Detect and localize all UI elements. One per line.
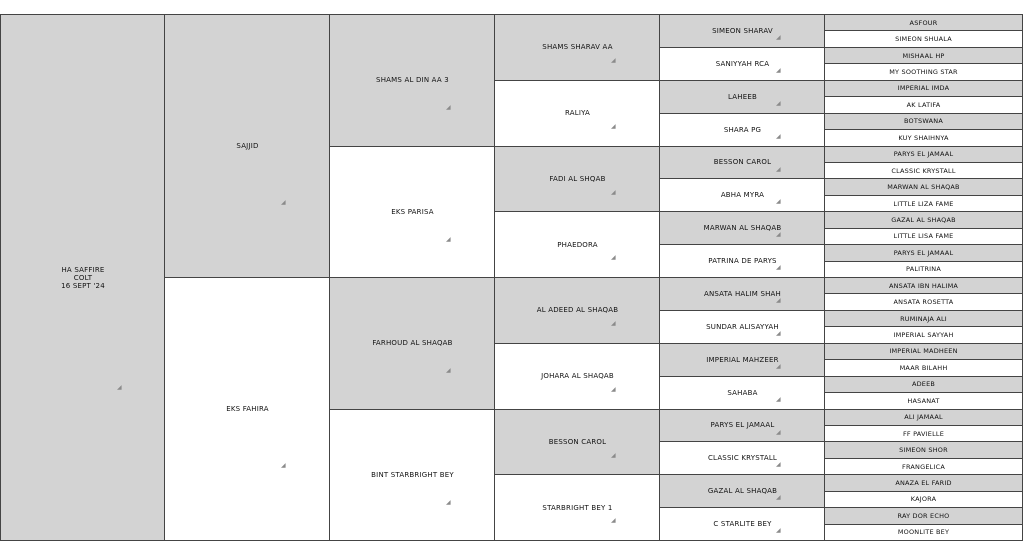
pedigree-cell[interactable]	[494, 474, 661, 541]
resize-corner-icon: ◢	[776, 527, 781, 535]
resize-corner-icon: ◢	[776, 297, 781, 304]
resize-corner-icon: ◢	[446, 235, 451, 243]
horse-name: MISHAAL HP	[902, 51, 945, 60]
pedigree-cell[interactable]	[824, 441, 1023, 458]
pedigree-cell[interactable]	[824, 129, 1023, 146]
horse-name: SAJJID	[236, 142, 259, 150]
subject-sex: COLT	[73, 273, 93, 282]
resize-corner-icon: ◢	[611, 451, 616, 459]
pedigree-cell[interactable]	[494, 14, 661, 81]
horse-name: FARHOUD AL SHAQAB	[372, 339, 453, 348]
horse-name: STARBRIGHT BEY 1	[542, 503, 613, 512]
pedigree-cell[interactable]	[824, 343, 1023, 360]
horse-name: FRANGELICA	[902, 462, 945, 471]
resize-corner-icon: ◢	[776, 329, 781, 337]
pedigree-cell[interactable]	[659, 441, 826, 475]
resize-corner-icon: ◢	[611, 57, 616, 64]
pedigree-cell[interactable]	[824, 293, 1023, 310]
horse-name: ASFOUR	[909, 18, 938, 27]
horse-name: AL ADEED AL SHAQAB	[536, 306, 619, 315]
resize-corner-icon: ◢	[117, 384, 122, 391]
horse-name: SHARA PG	[723, 125, 762, 134]
horse-name: PARYS EL JAMAAL	[710, 421, 775, 430]
pedigree-cell[interactable]	[824, 195, 1023, 212]
horse-name: MARWAN AL SHAQAB	[703, 224, 782, 233]
resize-corner-icon: ◢	[776, 198, 781, 206]
horse-name: MY SOOTHING STAR	[889, 68, 958, 77]
horse-name: HASANAT	[907, 396, 940, 405]
resize-corner-icon: ◢	[776, 428, 781, 436]
pedigree-cell[interactable]	[824, 228, 1023, 245]
resize-corner-icon: ◢	[776, 362, 781, 370]
horse-name: BESSON CAROL	[548, 437, 607, 446]
pedigree-cell[interactable]	[494, 277, 661, 344]
horse-name: PHAEDORA	[557, 240, 598, 249]
horse-name: SAHABA	[727, 388, 758, 397]
pedigree-cell[interactable]	[824, 162, 1023, 179]
horse-name: GAZAL AL SHAQAB	[891, 215, 956, 224]
pedigree-cell[interactable]	[824, 146, 1023, 163]
horse-name: LAHEEB	[728, 92, 757, 101]
resize-corner-icon: ◢	[611, 517, 616, 525]
subject-name: HA SAFFIRE	[61, 265, 105, 274]
pedigree-cell[interactable]	[824, 376, 1023, 393]
pedigree-cell[interactable]	[494, 409, 661, 476]
pedigree-cell[interactable]	[659, 211, 826, 245]
resize-corner-icon: ◢	[776, 395, 781, 403]
horse-name: IMPERIAL SAYYAH	[893, 331, 954, 340]
horse-name: ANSATA HALIM SHAH	[703, 289, 782, 298]
horse-name: PATRINA DE PARYS	[708, 257, 777, 266]
resize-corner-icon: ◢	[776, 165, 781, 173]
horse-name: ALI JAMAAL	[904, 413, 943, 422]
resize-corner-icon: ◢	[776, 99, 781, 107]
resize-corner-icon: ◢	[611, 320, 616, 327]
horse-name: ANAZA EL FARID	[895, 478, 952, 487]
pedigree-cell[interactable]	[659, 376, 826, 410]
pedigree-cell[interactable]	[824, 178, 1023, 195]
pedigree-cell[interactable]	[659, 409, 826, 443]
pedigree-col-gen1	[165, 14, 331, 541]
horse-name: MAAR BILAHH	[899, 363, 948, 372]
pedigree-cell[interactable]	[494, 211, 661, 278]
pedigree-cell[interactable]	[824, 244, 1023, 261]
horse-name: KAJORA	[910, 495, 937, 504]
horse-name: AK LATIFA	[906, 100, 941, 109]
resize-corner-icon: ◢	[776, 264, 781, 272]
resize-corner-icon: ◢	[281, 462, 286, 469]
pedigree-cell[interactable]	[659, 277, 826, 311]
resize-corner-icon: ◢	[776, 231, 781, 239]
pedigree-col-gen5	[825, 14, 1023, 541]
horse-name: FF PAVIELLE	[902, 429, 945, 438]
horse-name: SUNDAR ALISAYYAH	[706, 322, 779, 331]
subject-date: 16 SEPT '24	[61, 281, 105, 290]
horse-name: IMPERIAL MADHEEN	[889, 347, 958, 356]
resize-corner-icon: ◢	[776, 34, 781, 41]
horse-name: PARYS EL JAMAAL	[893, 150, 954, 159]
resize-corner-icon: ◢	[446, 498, 451, 506]
resize-corner-icon: ◢	[611, 254, 616, 262]
pedigree-cell[interactable]	[824, 458, 1023, 475]
pedigree-cell[interactable]	[824, 211, 1023, 228]
pedigree-cell[interactable]	[824, 14, 1023, 31]
pedigree-cell[interactable]	[659, 14, 826, 48]
pedigree-cell[interactable]	[329, 146, 496, 279]
horse-name: PARYS EL JAMAAL	[893, 248, 954, 257]
horse-name: RAY DOR ECHO	[897, 511, 950, 520]
pedigree-cell[interactable]	[494, 80, 661, 147]
pedigree-cell[interactable]	[824, 425, 1023, 442]
pedigree-cell[interactable]	[824, 310, 1023, 327]
pedigree-cell[interactable]	[824, 80, 1023, 97]
horse-name: EKS FAHIRA	[226, 405, 269, 413]
horse-name: RALIYA	[564, 109, 591, 118]
horse-name: LITTLE LIZA FAME	[893, 199, 954, 208]
pedigree-col-gen3	[495, 14, 661, 541]
horse-name: ANSATA ROSETTA	[893, 298, 954, 307]
resize-corner-icon: ◢	[611, 385, 616, 393]
pedigree-col-gen2	[330, 14, 496, 541]
horse-name: KUY SHAIHNYA	[898, 133, 949, 142]
pedigree-cell[interactable]	[824, 491, 1023, 508]
resize-corner-icon: ◢	[611, 188, 616, 196]
horse-name: PALITRINA	[905, 265, 941, 274]
horse-name: CLASSIC KRYSTALL	[707, 454, 778, 463]
pedigree-cell[interactable]	[824, 359, 1023, 376]
pedigree-cell[interactable]	[824, 277, 1023, 294]
pedigree-cell[interactable]	[824, 507, 1023, 524]
horse-name: SHAMS AL DIN AA 3	[376, 76, 449, 85]
pedigree-cell[interactable]	[824, 113, 1023, 130]
subject-label	[61, 266, 105, 290]
horse-name: JOHARA AL SHAQAB	[541, 372, 614, 381]
horse-name: MOONLITE BEY	[897, 528, 950, 537]
pedigree-cell[interactable]	[659, 343, 826, 377]
horse-name: ABHA MYRA	[720, 191, 765, 200]
pedigree-cell[interactable]	[329, 409, 496, 542]
pedigree-cell[interactable]	[329, 277, 496, 410]
pedigree-cell[interactable]	[164, 14, 331, 278]
horse-name: MARWAN AL SHAQAB	[887, 183, 960, 192]
pedigree-cell[interactable]	[659, 310, 826, 344]
pedigree-cell[interactable]	[659, 474, 826, 508]
pedigree-cell[interactable]	[659, 80, 826, 114]
resize-corner-icon: ◢	[776, 461, 781, 469]
pedigree-cell[interactable]	[824, 96, 1023, 113]
horse-name: SIMEON SHARAV	[712, 26, 773, 35]
resize-corner-icon: ◢	[611, 122, 616, 130]
pedigree-cell[interactable]	[659, 244, 826, 278]
horse-name: CLASSIC KRYSTALL	[891, 166, 956, 175]
horse-name: FADI AL SHQAB	[549, 174, 606, 183]
pedigree-col-gen4	[660, 14, 826, 541]
pedigree-cell[interactable]	[824, 392, 1023, 409]
horse-name: ANSATA IBN HALIMA	[888, 281, 959, 290]
resize-corner-icon: ◢	[446, 104, 451, 111]
resize-corner-icon: ◢	[446, 367, 451, 374]
resize-corner-icon: ◢	[776, 494, 781, 502]
horse-name: GAZAL AL SHAQAB	[707, 487, 778, 496]
resize-corner-icon: ◢	[281, 199, 286, 206]
pedigree-col-subject	[0, 14, 166, 541]
pedigree-cell[interactable]	[329, 14, 496, 147]
horse-name: IMPERIAL IMDA	[897, 84, 950, 93]
horse-name: RUMINAJA ALI	[900, 314, 947, 323]
horse-name: BESSON CAROL	[713, 158, 772, 167]
pedigree-cell[interactable]	[494, 343, 661, 410]
pedigree-chart	[0, 14, 1023, 541]
pedigree-cell[interactable]	[824, 524, 1023, 541]
horse-name: SHAMS SHARAV AA	[542, 43, 613, 52]
pedigree-cell[interactable]	[824, 474, 1023, 491]
pedigree-cell[interactable]	[659, 507, 826, 541]
horse-name: SIMEON SHUALA	[895, 35, 952, 44]
pedigree-cell[interactable]	[824, 261, 1023, 278]
horse-name: IMPERIAL MAHZEER	[706, 355, 779, 364]
pedigree-cell[interactable]	[824, 47, 1023, 64]
subject-cell[interactable]	[0, 14, 166, 541]
pedigree-cell[interactable]	[824, 63, 1023, 80]
resize-corner-icon: ◢	[776, 132, 781, 140]
pedigree-cell[interactable]	[659, 47, 826, 81]
horse-name: SIMEON SHOR	[899, 446, 948, 455]
pedigree-cell[interactable]	[659, 113, 826, 147]
horse-name: BOTSWANA	[904, 117, 943, 126]
pedigree-cell[interactable]	[824, 30, 1023, 47]
horse-name: LITTLE LISA FAME	[893, 232, 954, 241]
horse-name: C STARLITE BEY	[713, 520, 772, 529]
pedigree-cell[interactable]	[164, 277, 331, 541]
pedigree-cell[interactable]	[659, 178, 826, 212]
pedigree-cell[interactable]	[824, 326, 1023, 343]
pedigree-cell[interactable]	[824, 409, 1023, 426]
pedigree-cell[interactable]	[659, 146, 826, 180]
horse-name: EKS PARISA	[391, 207, 434, 216]
pedigree-cell[interactable]	[494, 146, 661, 213]
horse-name: SANIYYAH RCA	[715, 59, 770, 68]
horse-name: BINT STARBRIGHT BEY	[371, 470, 454, 479]
resize-corner-icon: ◢	[776, 66, 781, 74]
horse-name: ADEEB	[911, 380, 936, 389]
